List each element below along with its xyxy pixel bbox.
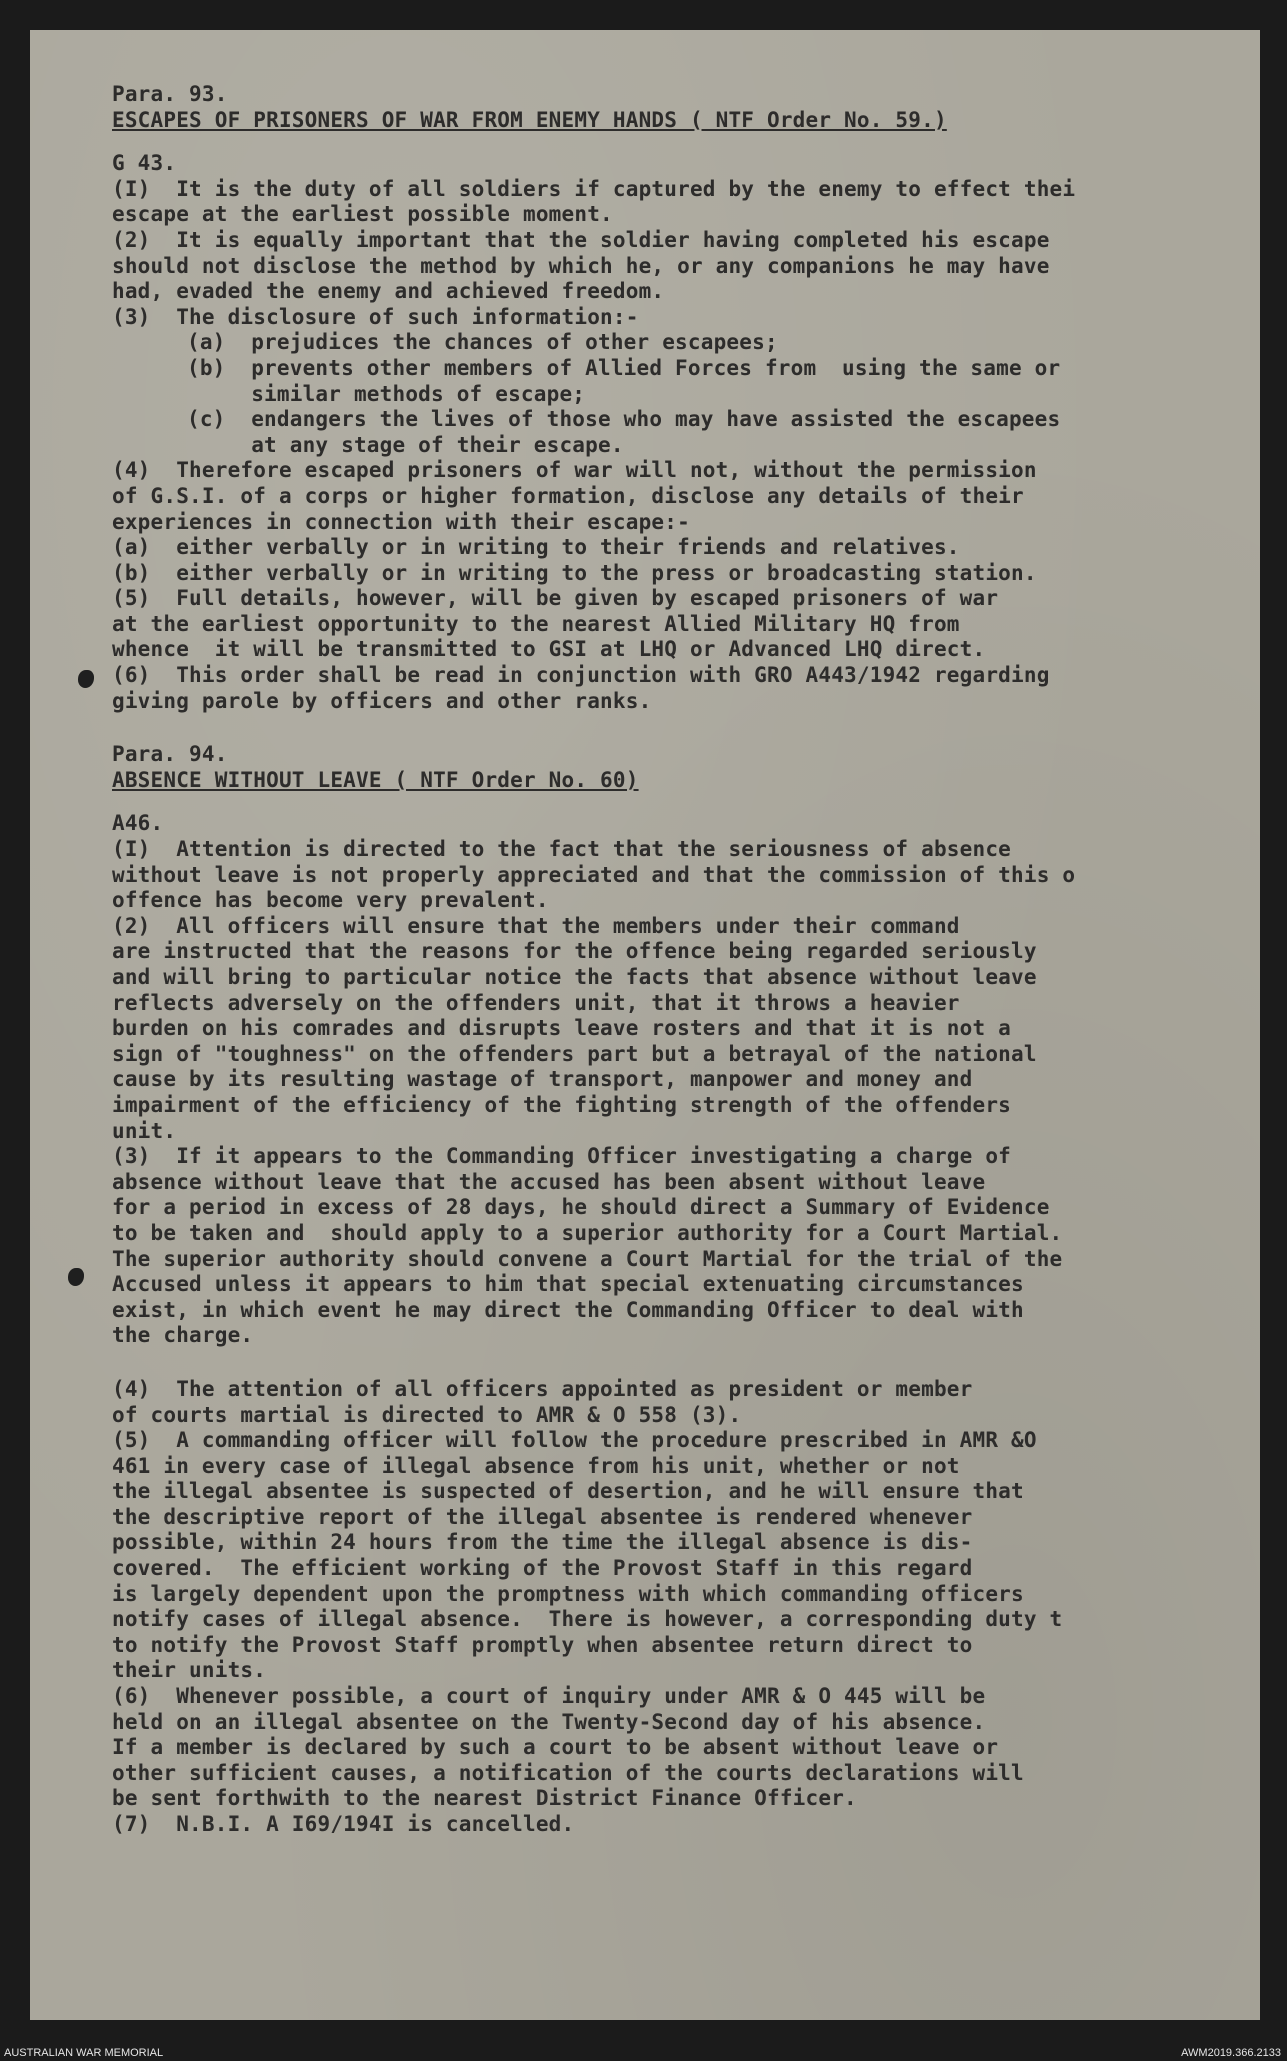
body-line: (I) Attention is directed to the fact that the seriousness of absence <box>112 837 1012 862</box>
body-line: experiences in connection with their escape:- <box>112 509 690 534</box>
body-line: The superior authority should convene a Court Martial for the trial of the <box>112 1246 1063 1271</box>
body-line: of courts martial is directed to AMR & O 558 (3). <box>112 1402 742 1427</box>
body-line: impairment of the efficiency of the fighting strength of the offenders <box>112 1092 1012 1117</box>
body-line: burden on his comrades and disrupts leave rosters and that it is not a <box>112 1016 1012 1041</box>
body-line: the illegal absentee is suspected of desertion, and he will ensure that <box>112 1479 1024 1504</box>
para-94-body-continued <box>112 1377 1252 1838</box>
body-line: are instructed that the reasons for the offence being regarded seriously <box>112 939 1037 964</box>
body-line: to be taken and should apply to a superior authority for a Court Martial. <box>112 1220 1063 1245</box>
body-line: (c) endangers the lives of those who may have assisted the escapees <box>187 407 1061 432</box>
body-line: should not disclose the method by which he, or any companions he may have <box>112 253 1050 278</box>
para-94-body <box>112 837 1252 1349</box>
body-line: cause by its resulting wastage of transport, manpower and money and <box>112 1067 973 1092</box>
para-94-number: Para. 94. <box>112 742 228 767</box>
body-line: their units. <box>112 1658 267 1683</box>
body-line: (4) Therefore escaped prisoners of war will not, without the permission <box>112 458 1037 483</box>
body-line: to notify the Provost Staff promptly when absentee return direct to <box>112 1632 973 1657</box>
binder-hole-top <box>78 670 94 688</box>
body-line: other sufficient causes, a notification of the courts declarations will <box>112 1760 1024 1785</box>
body-line: possible, within 24 hours from the time the illegal absence is dis- <box>112 1530 973 1555</box>
body-line: (5) Full details, however, will be given by escaped prisoners of war <box>112 586 999 611</box>
document-body <box>112 82 1252 1838</box>
binder-hole-bottom <box>68 1268 84 1286</box>
para-94-heading: ABSENCE WITHOUT LEAVE ( NTF Order No. 60) <box>112 767 639 792</box>
para-93-reference: G 43. <box>112 151 177 176</box>
body-line: similar methods of escape; <box>187 381 586 406</box>
body-line: reflects adversely on the offenders unit, that it throws a heavier <box>112 990 960 1015</box>
body-line: exist, in which event he may direct the Commanding Officer to deal with <box>112 1297 1024 1322</box>
footer-institution: AUSTRALIAN WAR MEMORIAL <box>4 2047 164 2059</box>
body-line: whence it will be transmitted to GSI at LHQ or Advanced LHQ direct. <box>112 637 986 662</box>
body-line: held on an illegal absentee on the Twenty-Second day of his absence. <box>112 1709 986 1734</box>
body-line: (2) It is equally important that the soldier having completed his escape <box>112 227 1050 252</box>
body-line: notify cases of illegal absence. There is however, a corresponding duty t <box>112 1607 1063 1632</box>
body-line: the descriptive report of the illegal absentee is rendered whenever <box>112 1504 973 1529</box>
footer-bar <box>0 2047 1287 2061</box>
body-line: (5) A commanding officer will follow the procedure prescribed in AMR &O <box>112 1428 1037 1453</box>
body-line: at the earliest opportunity to the nearest Allied Military HQ from <box>112 611 960 636</box>
body-line: 461 in every case of illegal absence from his unit, whether or not <box>112 1453 960 1478</box>
body-line: (3) The disclosure of such information:- <box>112 304 639 329</box>
para-94-reference: A46. <box>112 811 164 836</box>
body-line: of G.S.I. of a corps or higher formation, disclose any details of their <box>112 483 1024 508</box>
document-sheet <box>30 30 1260 2020</box>
body-line: (7) N.B.I. A I69/194I is cancelled. <box>112 1812 575 1836</box>
para-93-body <box>112 177 1252 714</box>
body-line: is largely dependent upon the promptness with which commanding officers <box>112 1581 1024 1606</box>
body-line: had, evaded the enemy and achieved freedom. <box>112 279 665 304</box>
body-line: for a period in excess of 28 days, he should direct a Summary of Evidence <box>112 1195 1050 1220</box>
body-line: (I) It is the duty of all soldiers if captured by the enemy to effect thei <box>112 176 1076 201</box>
body-line: without leave is not properly appreciated and that the commission of this o <box>112 862 1076 887</box>
body-line: (4) The attention of all officers appointed as president or member <box>112 1376 973 1401</box>
body-line: (b) either verbally or in writing to the press or broadcasting station. <box>112 560 1037 585</box>
body-line: offence has become very prevalent. <box>112 888 549 913</box>
body-line: Accused unless it appears to him that special extenuating circumstances <box>112 1272 1024 1297</box>
para-93-heading: ESCAPES OF PRISONERS OF WAR FROM ENEMY HANDS ( NTF Order No. 59.) <box>112 107 947 132</box>
body-line: (6) Whenever possible, a court of inquiry under AMR & O 445 will be <box>112 1684 986 1709</box>
para-93-number: Para. 93. <box>112 82 228 106</box>
body-line: (6) This order shall be read in conjunction with GRO A443/1942 regarding <box>112 663 1050 688</box>
body-line: at any stage of their escape. <box>187 432 624 457</box>
body-line: giving parole by officers and other ranks. <box>112 688 652 713</box>
body-line: the charge. <box>112 1323 254 1348</box>
body-line: and will bring to particular notice the facts that absence without leave <box>112 965 1037 989</box>
body-line: covered. The efficient working of the Provost Staff in this regard <box>112 1556 973 1581</box>
body-line: (3) If it appears to the Commanding Officer investigating a charge of <box>112 1144 1012 1169</box>
body-line: be sent forthwith to the nearest District Finance Officer. <box>112 1786 857 1811</box>
body-line: escape at the earliest possible moment. <box>112 202 613 227</box>
body-line: If a member is declared by such a court to be absent without leave or <box>112 1735 999 1760</box>
body-line: (a) either verbally or in writing to their friends and relatives. <box>112 535 960 560</box>
footer-accession-number: AWM2019.366.2133 <box>1181 2047 1281 2059</box>
body-line: (b) prevents other members of Allied Forces from using the same or <box>187 355 1061 380</box>
body-line: sign of "toughness" on the offenders part but a betrayal of the national <box>112 1041 1037 1066</box>
body-line: absence without leave that the accused has been absent without leave <box>112 1169 986 1194</box>
body-line: (a) prejudices the chances of other escapees; <box>187 330 778 355</box>
body-line: unit. <box>112 1118 177 1143</box>
body-line: (2) All officers will ensure that the members under their command <box>112 913 960 938</box>
